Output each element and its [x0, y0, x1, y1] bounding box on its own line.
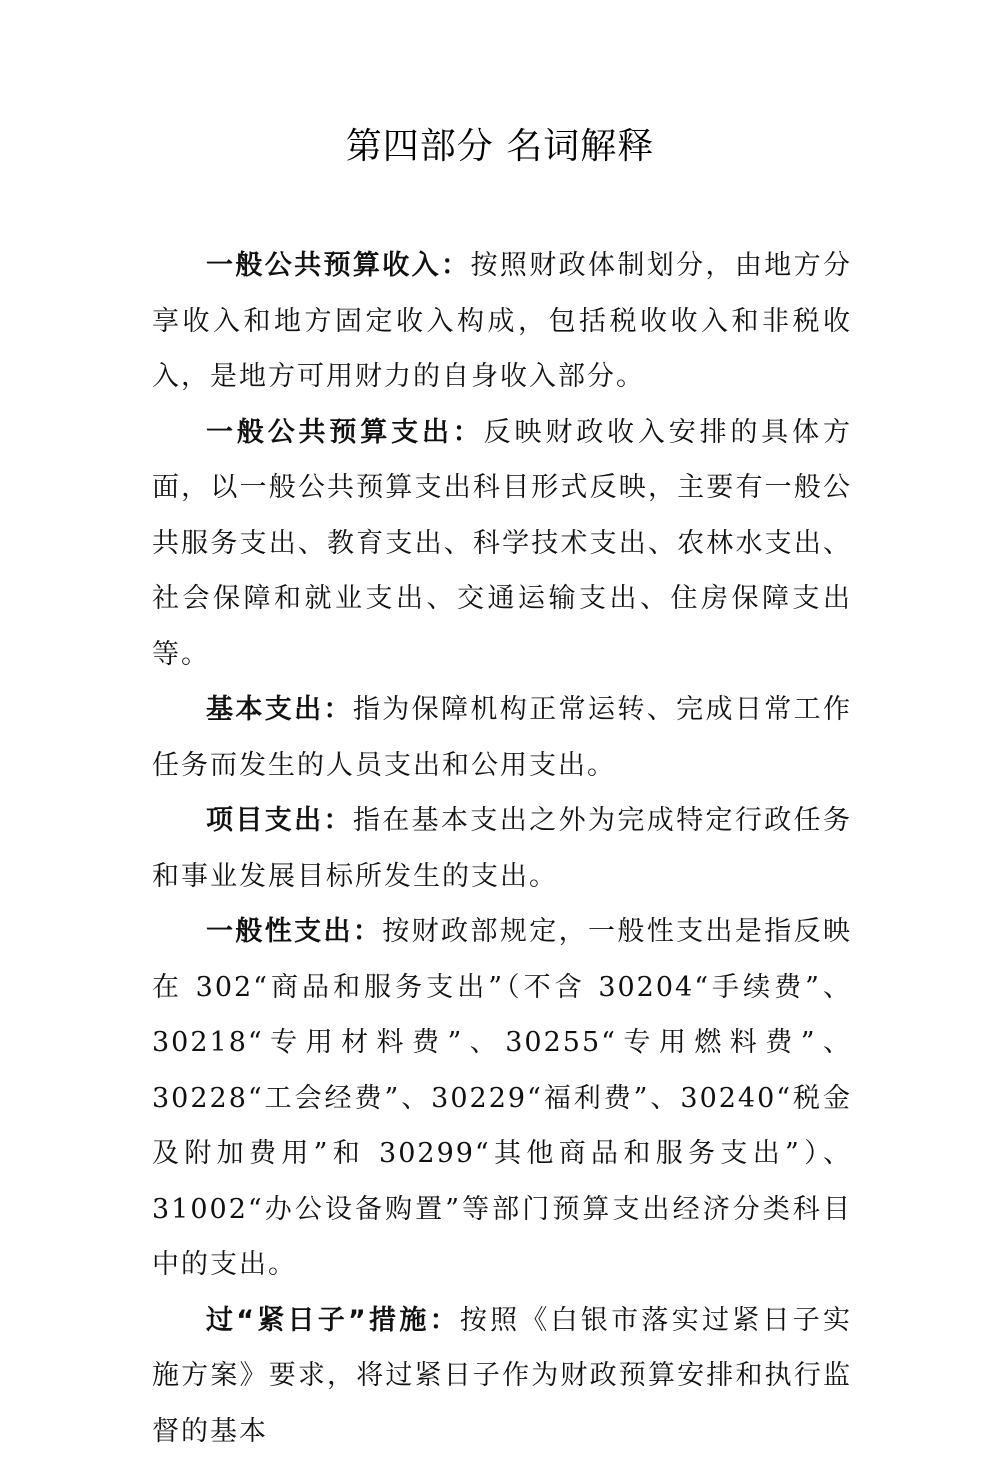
- paragraph-general-expenditure: [152, 904, 852, 1293]
- paragraph-basic-expenditure: [152, 682, 852, 793]
- paragraph-project-expenditure: [152, 793, 852, 904]
- paragraph-general-budget-revenue: [152, 238, 852, 405]
- term-definition: 按财政部规定，一般性支出是指反映在 302“商品和服务支出”（不含 30204“手续费”、30218“专用材料费”、30255“专用燃料费”、30228“工会经费”、30229“福利费”、30240“税金及附加费用”和 30299“其他商品和服务支出”）、31002“办公设备购置”等部门预算支出经济分类科目中的支出。: [152, 916, 852, 1280]
- term-label: 基本支出：: [206, 694, 353, 725]
- term-label: 一般公共预算收入：: [206, 250, 470, 281]
- term-label: 过“紧日子”措施：: [206, 1305, 460, 1336]
- term-label: 一般公共预算支出：: [206, 417, 484, 448]
- paragraph-general-budget-expenditure: [152, 405, 852, 683]
- term-definition: 按照财政体制划分，由地方分享收入和地方固定收入构成，包括税收收入和非税收入，是地方可用财力的自身收入部分。: [152, 250, 852, 392]
- document-body: [152, 238, 852, 1459]
- term-label: 项目支出：: [206, 805, 353, 836]
- term-definition: 指在基本支出之外为完成特定行政任务和事业发展目标所发生的支出。: [152, 805, 852, 892]
- paragraph-austerity-measures: [152, 1293, 852, 1459]
- term-definition: 反映财政收入安排的具体方面，以一般公共预算支出科目形式反映，主要有一般公共服务支出、教育支出、科学技术支出、农林水支出、社会保障和就业支出、交通运输支出、住房保障支出等。: [152, 417, 852, 670]
- term-definition: 按照《白银市落实过紧日子实施方案》要求，将过紧日子作为财政预算安排和执行监督的基本: [152, 1305, 852, 1447]
- term-label: 一般性支出：: [206, 916, 382, 947]
- term-definition: 指为保障机构正常运转、完成日常工作任务而发生的人员支出和公用支出。: [152, 694, 852, 781]
- page-title: 第四部分 名词解释: [0, 122, 1000, 172]
